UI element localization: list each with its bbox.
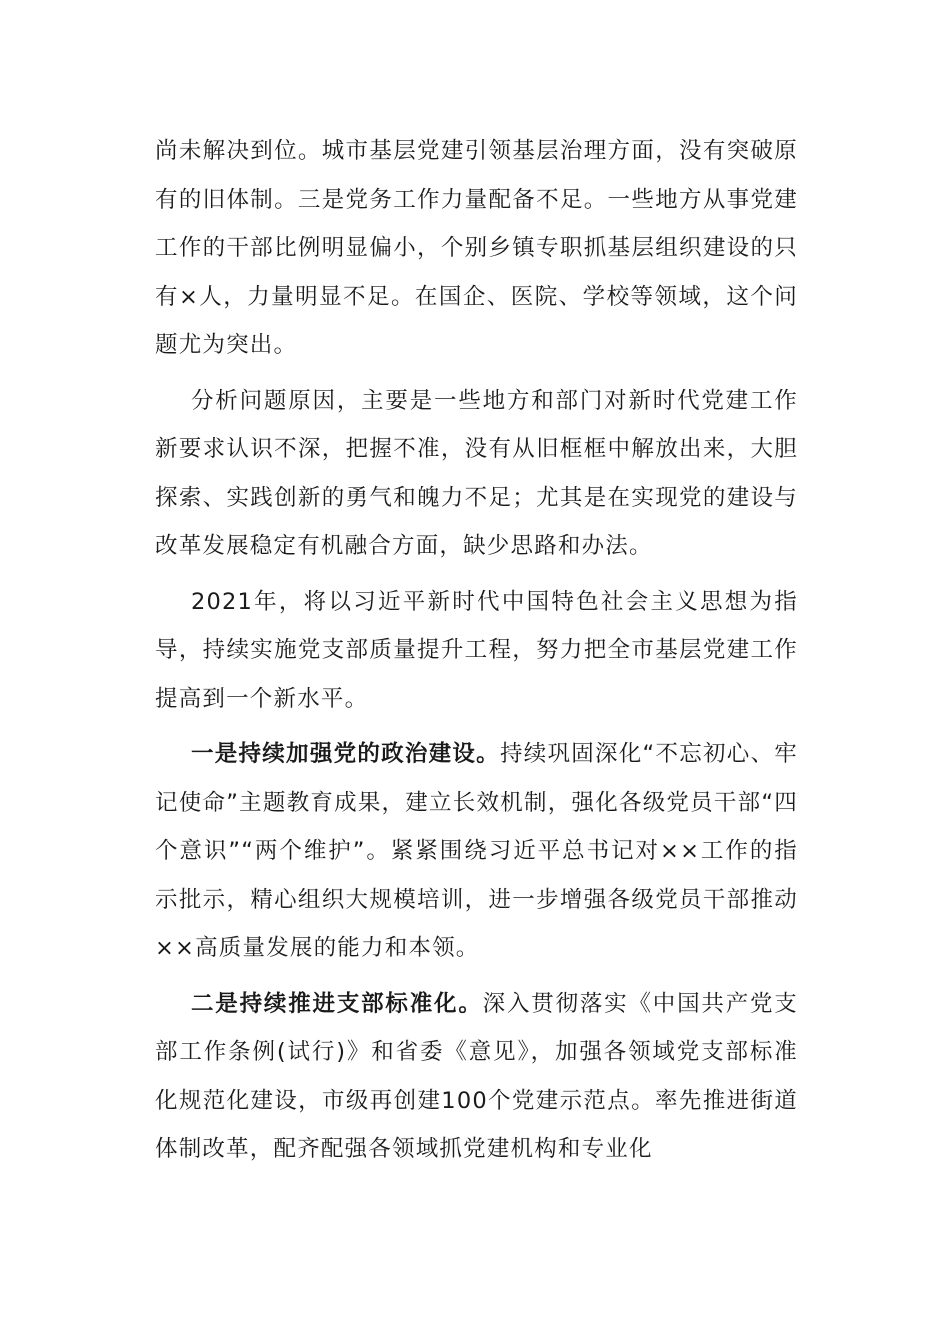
paragraph-2	[155, 377, 798, 571]
paragraph-5-text: 深入贯彻落实《中国共产党支部工作条例(试行)》和省委《意见》，加强各领域党支部标准化规范化建设，市级再创建100个党建示范点。率先推进街道体制改革，配齐配强各领域抓党建机构和专业化	[155, 990, 798, 1162]
paragraph-1	[155, 127, 798, 370]
paragraph-5	[155, 980, 798, 1174]
paragraph-1-text: 尚未解决到位。城市基层党建引领基层治理方面，没有突破原有的旧体制。三是党务工作力量配备不足。一些地方从事党建工作的干部比例明显偏小，个别乡镇专职抓基层组织建设的只有×人，力量明显不足。在国企、医院、学校等领域，这个问题尤为突出。	[155, 138, 798, 358]
paragraph-4	[155, 730, 798, 973]
paragraph-4-lead: 一是持续加强党的政治建设。	[191, 741, 500, 767]
paragraph-2-text: 分析问题原因，主要是一些地方和部门对新时代党建工作新要求认识不深，把握不准，没有从旧框框中解放出来，大胆探索、实践创新的勇气和魄力不足；尤其是在实现党的建设与改革发展稳定有机融合方面，缺少思路和办法。	[155, 387, 798, 559]
document-page	[155, 127, 798, 1181]
paragraph-5-lead: 二是持续推进支部标准化。	[191, 990, 483, 1017]
paragraph-3-text: 2021年，将以习近平新时代中国特色社会主义思想为指导，持续实施党支部质量提升工程，努力把全市基层党建工作提高到一个新水平。	[155, 588, 798, 712]
paragraph-3	[155, 578, 798, 724]
paragraph-4-text: 持续巩固深化“不忘初心、牢记使命”主题教育成果，建立长效机制，强化各级党员干部“四个意识”“两个维护”。紧紧围绕习近平总书记对××工作的指示批示，精心组织大规模培训，进一步增强各级党员干部推动××高质量发展的能力和本领。	[155, 741, 798, 961]
